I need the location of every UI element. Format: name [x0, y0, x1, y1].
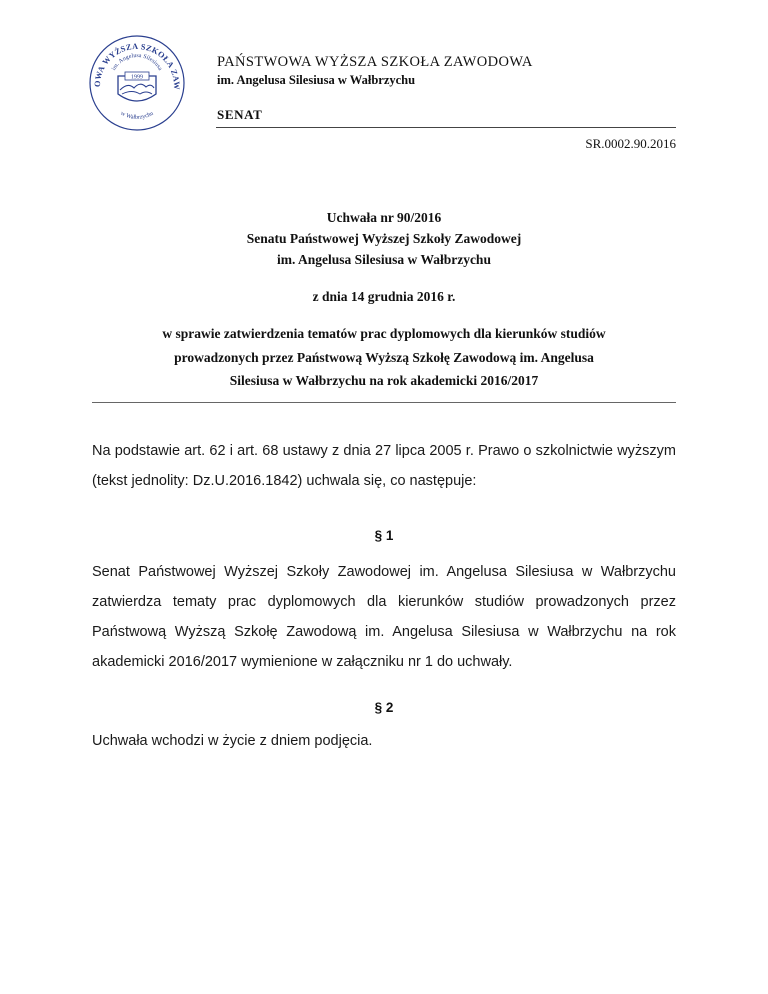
institution-name: PAŃSTWOWA WYŻSZA SZKOŁA ZAWODOWA — [217, 54, 533, 70]
issuing-body: SENAT — [217, 107, 263, 122]
institution-subtitle: im. Angelusa Silesiusa w Wałbrzychu — [217, 73, 416, 87]
resolution-subject-line: Silesiusa w Wałbrzychu na rok akademicki 2016/2017 — [229, 373, 539, 388]
header-divider — [216, 127, 676, 128]
section-2-heading: § 2 — [374, 700, 394, 715]
resolution-date: z dnia 14 grudnia 2016 r. — [312, 289, 456, 304]
seal-inner-text: im. Angelusa Silesiusa — [111, 52, 163, 72]
legal-basis-paragraph: Na podstawie art. 62 i art. 68 ustawy z dnia 27 lipca 2005 r. Prawo o szkolnictwie wyższym (tekst jednolity: Dz.U.2016.1842) uchwala się, co następuje: — [92, 443, 676, 489]
subject-divider — [92, 402, 676, 403]
resolution-subject-line: prowadzonych przez Państwową Wyższą Szkołę Zawodową im. Angelusa — [174, 349, 594, 365]
seal-year: 1999 — [131, 74, 143, 81]
resolution-title-line: im. Angelusa Silesiusa w Wałbrzychu — [277, 252, 491, 267]
resolution-title-line: Senatu Państwowej Wyższej Szkoły Zawodowej — [246, 231, 522, 246]
reference-number: SR.0002.90.2016 — [585, 136, 676, 151]
svg-text:PAŃSTWOWA WYŻSZA SZKOŁA ZAWODO — [88, 34, 181, 90]
section-2-text: Uchwała wchodzi w życie z dniem podjęcia. — [92, 733, 373, 749]
section-1-text: Senat Państwowej Wyższej Szkoły Zawodowej im. Angelusa Silesiusa w Wałbrzychu zatwierdza tematy prac dyplomowych dla kierunków studiów prowadzonych przez Państwową Wyższą Szkołę Zawodową im. Angelusa Silesiusa w Wałbrzychu na rok akademicki 2016/2017 wymienione w załączniku nr 1 do uchwały. — [92, 564, 676, 670]
resolution-subject-line: w sprawie zatwierdzenia tematów prac dyplomowych dla kierunków studiów — [162, 326, 606, 341]
svg-text:w Wałbrzychu — [119, 111, 154, 121]
resolution-subject — [92, 322, 676, 393]
section-1-heading: § 1 — [374, 528, 394, 543]
seal-outer-text: OWA WYŻSZA SZKOŁA ZAW — [92, 41, 182, 91]
seal-bottom-text: w Wałbrzychu — [119, 110, 155, 121]
university-seal-logo — [88, 34, 186, 132]
resolution-title-line: Uchwała nr 90/2016 — [326, 210, 442, 225]
resolution-title — [92, 207, 676, 270]
